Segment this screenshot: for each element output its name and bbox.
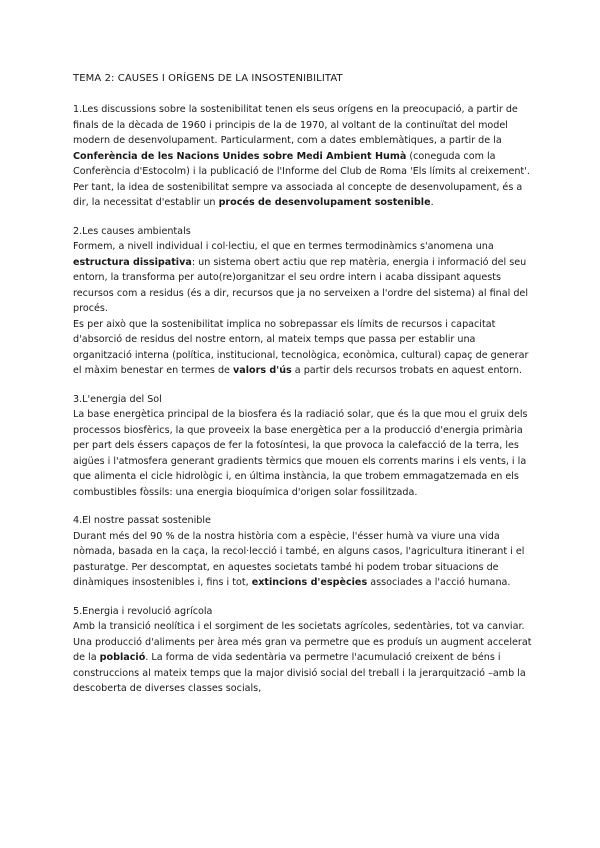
bold-term: Conferència de les Nacions Unides sobre Medi Ambient Humà [73, 150, 407, 162]
section-3 [73, 392, 533, 501]
text: (coneguda com la Conferència d'Estocolm) i la publicació de l'Informe del Club de Roma 'Els límits al creixement'. [73, 150, 530, 177]
section-2-heading: 2.Les causes ambientals [73, 225, 191, 237]
section-5 [73, 604, 533, 697]
section-2 [73, 224, 533, 379]
text: . La forma de vida sedentària va permetre l'acumulació creixent de béns i construccions al mateix temps que la major divisió social del treball i la jerarquització –amb la descoberta de diverses classes socials, [73, 652, 526, 694]
text: associades a l'acció humana. [367, 577, 511, 588]
bold-term: valors d'ús [233, 365, 292, 376]
text: Formem, a nivell individual i col·lectiu, el que en termes termodinàmics s'anomena una [73, 241, 494, 252]
text: Durant més del 90 % de la nostra història com a espècie, l'ésser humà va viure una vida nòmada, basada en la caça, la recol·lecció i també, en alguns casos, l'agricultura itinerant i el pasturatge. Per descomptat, en aquestes societats també hi podem trobar situacions de dinàmiques insostenibles i, fins i tot, [73, 530, 525, 588]
section-3-paragraph-1: La base energètica principal de la biosfera és la radiació solar, que és la que mou el gruix dels processos biosfèrics, la que proveeix la base energètica per a la producció d'energia primària per part dels éssers capaços de fer la fotosíntesi, la que provoca la calefacció de la terra, les aigües i l'atmosfera generant gradients tèrmics que mouen els corrents marins i els vents, i la que alimenta el cicle hidrològic i, en última instància, la que trobem emmagatzemada en els combustibles fòssils: una energia bioquímica d'origen solar fossilitzada. [73, 409, 528, 498]
section-5-paragraph-1 [73, 619, 533, 697]
bold-term: població [99, 652, 146, 663]
text: . [430, 197, 434, 208]
text: : un sistema obert actiu que rep matèria, energia i informació del seu entorn, la transforma per auto(re)organitzar el seu ordre intern i acaba dissipant aquests recursos com a residus (és a dir, recursos que ja no serveixen a l'ordre del sistema) al final del procés. [73, 256, 528, 314]
section-4-paragraph-1 [73, 529, 533, 591]
text: 1.Les discussions sobre la sostenibilitat tenen els seus orígens en la preocupació, a partir de finals de la dècada de 1960 i principis de la de 1970, al voltant de la continuïtat del model modern de desenvolupament. Particularment, com a dates emblemàtiques, a partir de la [73, 104, 518, 146]
section-1-paragraph-1 [73, 102, 533, 180]
text: Per tant, la idea de sostenibilitat sempre va associada al concepte de desenvolupament, és a dir, la necessitat d'establir un [73, 181, 523, 208]
section-1 [73, 102, 533, 211]
section-4 [73, 513, 533, 591]
section-3-heading: 3.L'energia del Sol [73, 393, 162, 405]
document-body [73, 72, 533, 710]
section-4-heading: 4.El nostre passat sostenible [73, 515, 211, 526]
text: Amb la transició neolítica i el sorgiment de les societats agrícoles, sedentàries, tot va canviar. Una producció d'aliments per àrea més gran va permetre que es produís un augment accelerat de la [73, 621, 532, 663]
text: Es per això que la sostenibilitat implica no sobrepassar els límits de recursos i capacitat d'absorció de residus del nostre entorn, al mateix temps que passa per establir una organització interna (política, institucional, tecnològica, econòmica, cultural) capaç de generar el màxim benestar en termes de [73, 318, 529, 376]
bold-term: procés de desenvolupament sostenible [218, 197, 431, 208]
bold-term: extincions d'espècies [251, 577, 368, 588]
section-1-paragraph-2 [73, 180, 533, 211]
document-title: TEMA 2: CAUSES I ORÍGENS DE LA INSOSTENIBILITAT [73, 73, 343, 84]
text: a partir dels recursos trobats en aquest entorn. [291, 365, 523, 376]
section-2-paragraph-2 [73, 317, 533, 379]
section-2-paragraph-1 [73, 239, 533, 317]
section-5-heading: 5.Energia i revolució agrícola [73, 605, 213, 617]
bold-term: estructura dissipativa [73, 256, 192, 268]
